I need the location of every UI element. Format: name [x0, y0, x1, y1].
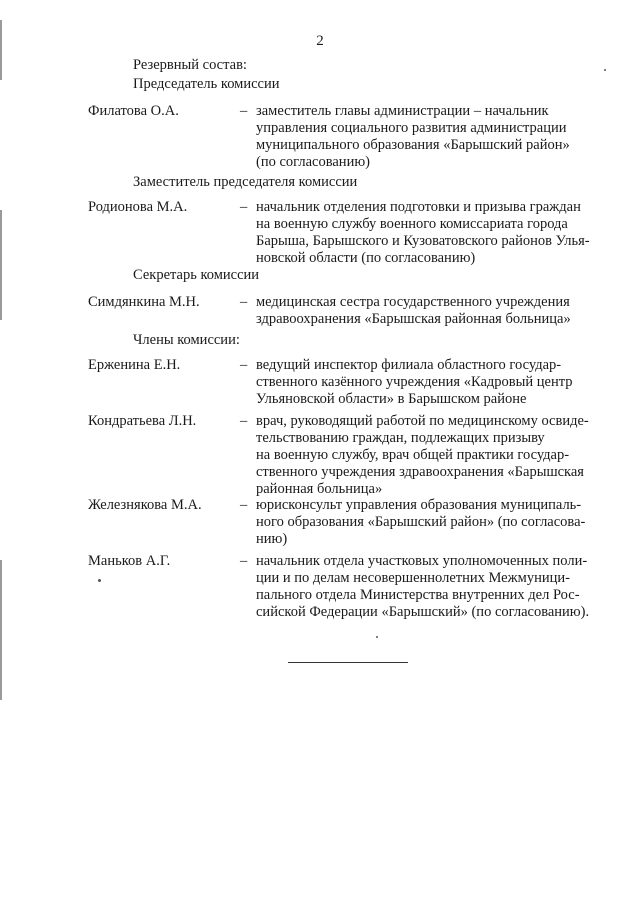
entry-description: [256, 199, 611, 267]
description-line: юрисконсульт управления образования муниципаль-: [256, 497, 582, 513]
reserve-title: Резервный состав:: [133, 57, 247, 73]
description-line: на военную службу, врач общей практики государ-: [256, 447, 570, 463]
secretary-heading: Секретарь комиссии: [133, 267, 260, 283]
entry-dash: –: [240, 497, 248, 513]
description-line: здравоохранения «Барышская районная больница»: [256, 311, 571, 327]
members-heading: Члены комиссии:: [133, 332, 240, 348]
scan-speck: [376, 636, 378, 638]
scan-speck: [98, 579, 101, 582]
scan-edge-mark: [0, 560, 2, 700]
description-line: Ульяновской области» в Барышском районе: [256, 391, 527, 407]
scan-speck: [604, 69, 606, 71]
deputy-heading: Заместитель председателя комиссии: [133, 174, 358, 190]
description-line: ного образования «Барышский район» (по согласова-: [256, 514, 586, 530]
entry-name: Маньков А.Г.: [88, 553, 171, 569]
closing-rule: [288, 662, 408, 663]
description-line: ции и по делам несовершеннолетних Межмуници-: [256, 570, 570, 586]
entry-dash: –: [240, 413, 248, 429]
entry-description: [256, 357, 611, 408]
description-line: заместитель главы администрации – начальник: [256, 103, 549, 119]
entry-name: Родионова М.А.: [88, 199, 188, 215]
description-line: Барыша, Барышского и Кузоватовского районов Улья-: [256, 233, 590, 249]
entry-description: [256, 294, 611, 328]
description-line: врач, руководящий работой по медицинскому освиде-: [256, 413, 589, 429]
description-line: ведущий инспектор филиала областного государ-: [256, 357, 562, 373]
entry-dash: –: [240, 553, 248, 569]
description-line: ственного казённого учреждения «Кадровый центр: [256, 374, 573, 390]
description-line: (по согласованию): [256, 154, 370, 170]
entry-dash: –: [240, 199, 248, 215]
entry-name: Ерженина Е.Н.: [88, 357, 181, 373]
entry-description: [256, 103, 611, 171]
entry-description: [256, 553, 611, 621]
entry-description: [256, 497, 611, 548]
description-line: новской области (по согласованию): [256, 250, 476, 266]
description-line: пального отдела Министерства внутренних дел Рос-: [256, 587, 580, 603]
description-line: начальник отделения подготовки и призыва граждан: [256, 199, 581, 215]
entry-description: [256, 413, 611, 498]
entry-name: Симдянкина М.Н.: [88, 294, 200, 310]
description-line: ственного учреждения здравоохранения «Барышская: [256, 464, 584, 480]
description-line: медицинская сестра государственного учреждения: [256, 294, 570, 310]
description-line: нию): [256, 531, 288, 547]
description-line: тельствованию граждан, подлежащих призыву: [256, 430, 545, 446]
entry-name: Железнякова М.А.: [88, 497, 202, 513]
entry-dash: –: [240, 357, 248, 373]
entry-name: Филатова О.А.: [88, 103, 179, 119]
scan-edge-mark: [0, 210, 2, 320]
description-line: начальник отдела участковых уполномоченных поли-: [256, 553, 588, 569]
description-line: муниципального образования «Барышский район»: [256, 137, 570, 153]
scan-edge-mark: [0, 20, 2, 80]
entry-name: Кондратьева Л.Н.: [88, 413, 197, 429]
description-line: районная больница»: [256, 481, 383, 497]
description-line: сийской Федерации «Барышский» (по согласованию).: [256, 604, 590, 620]
entry-dash: –: [240, 103, 248, 119]
chair-heading: Председатель комиссии: [133, 76, 280, 92]
page-number: 2: [316, 33, 324, 49]
description-line: на военную службу военного комиссариата города: [256, 216, 568, 232]
entry-dash: –: [240, 294, 248, 310]
description-line: управления социального развития администрации: [256, 120, 567, 136]
